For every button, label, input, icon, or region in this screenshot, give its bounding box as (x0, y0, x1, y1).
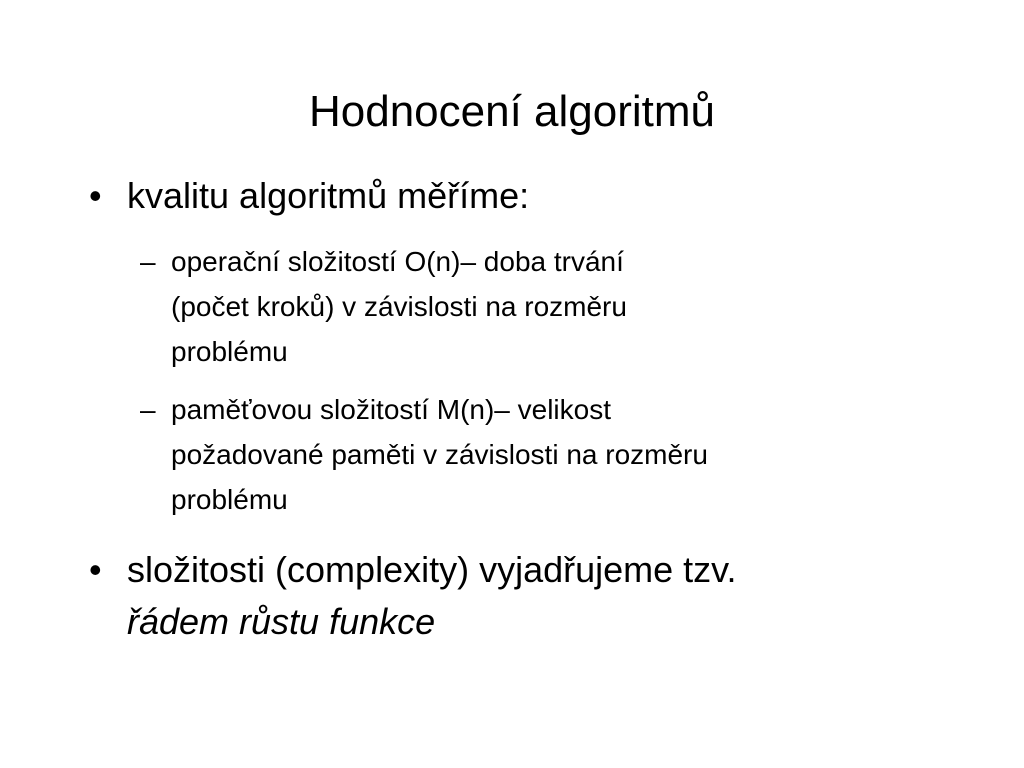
sub-bullet-line: požadované paměti v závislosti na rozměru (171, 439, 708, 470)
sub-bullet-line: (počet kroků) v závislosti na rozměru (171, 291, 627, 322)
bullet-marker: • (89, 549, 102, 590)
slide-title: Hodnocení algoritmů (308, 87, 715, 136)
sub-bullet-line: paměťovou složitostí M(n)– velikost (171, 394, 612, 425)
bullet-text (127, 544, 987, 648)
dash-marker: – (140, 394, 156, 425)
bullet-line: kvalitu algoritmů měříme: (127, 175, 530, 216)
sub-bullet-text (171, 239, 971, 374)
dash-marker: – (140, 246, 156, 277)
sub-bullet-line: problému (171, 336, 288, 367)
bullet-line: složitosti (complexity) vyjadřujeme tzv. (127, 549, 737, 590)
sub-bullet-line: problému (171, 484, 288, 515)
sub-bullet-text (171, 387, 971, 522)
bullet-line-italic: řádem růstu funkce (127, 601, 436, 642)
bullet-marker: • (89, 175, 102, 216)
bullet-text (127, 170, 987, 222)
sub-bullet-line: operační složitostí O(n)– doba trvání (171, 246, 624, 277)
